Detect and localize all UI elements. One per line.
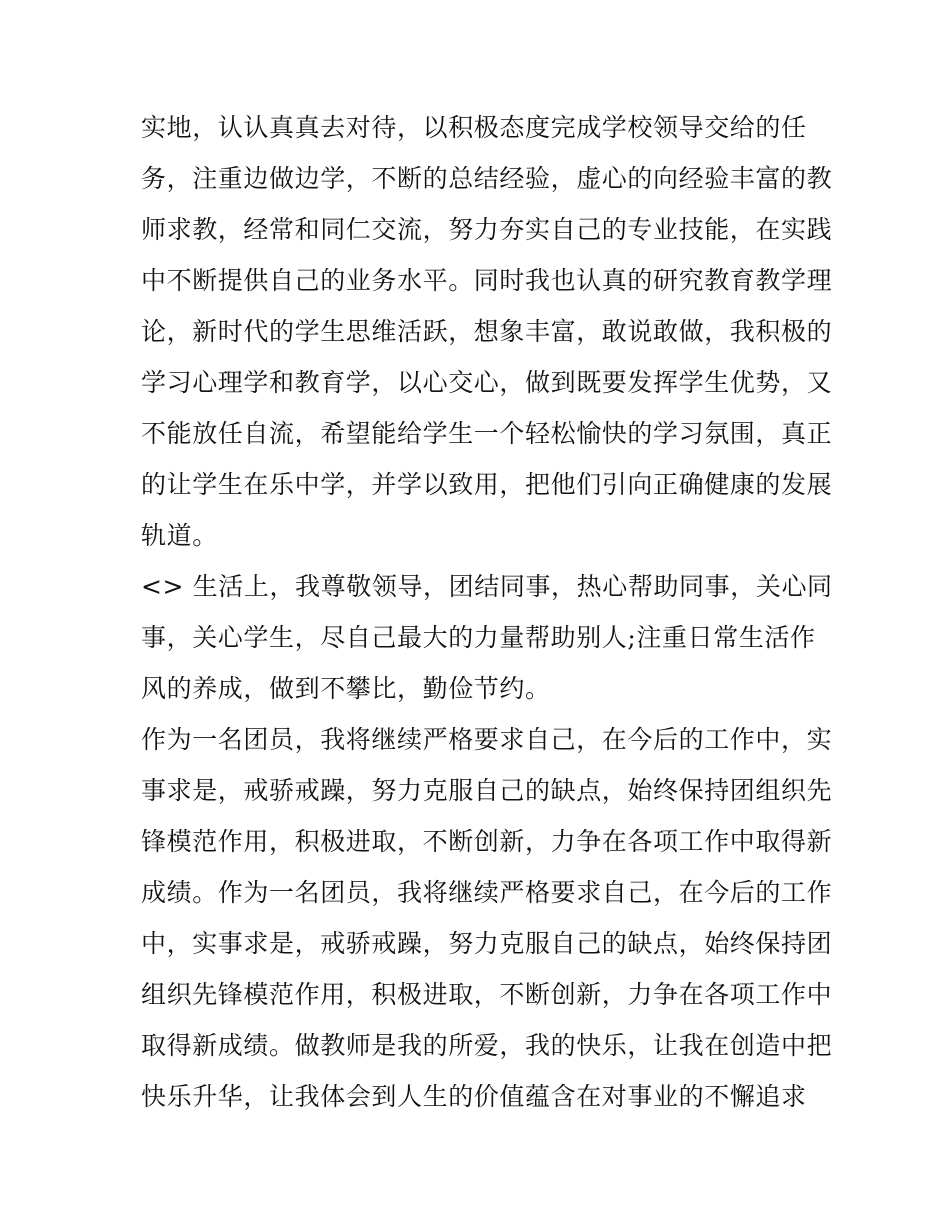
- text-line: 快乐升华，让我体会到人生的价值蕴含在对事业的不懈追求: [141, 1082, 807, 1111]
- text-line: 实地，认认真真去对待，以积极态度完成学校领导交给的任: [141, 113, 807, 142]
- text-line: 事求是，戒骄戒躁，努力克服自己的缺点，始终保持团组织先: [141, 776, 833, 805]
- text-line: 取得新成绩。做教师是我的所爱，我的快乐，让我在创造中把: [141, 1031, 833, 1060]
- document-body: [141, 102, 833, 1122]
- text-line: 轨道。: [141, 521, 218, 550]
- text-line: 锋模范作用，积极进取，不断创新，力争在各项工作中取得新: [141, 827, 833, 856]
- text-line: 论，新时代的学生思维活跃，想象丰富，敢说敢做，我积极的: [141, 317, 833, 346]
- text-line: 风的养成，做到不攀比，勤俭节约。: [141, 674, 551, 703]
- text-line: 的让学生在乐中学，并学以致用，把他们引向正确健康的发展: [141, 470, 833, 499]
- text-line: 事，关心学生，尽自己最大的力量帮助别人;注重日常生活作: [141, 623, 816, 652]
- text-line: 师求教，经常和同仁交流，努力夯实自己的专业技能，在实践: [141, 215, 833, 244]
- text-line: 作为一名团员，我将继续严格要求自己，在今后的工作中，实: [141, 725, 833, 754]
- text-line: <> 生活上，我尊敬领导，团结同事，热心帮助同事，关心同: [141, 572, 833, 601]
- text-line: 务，注重边做边学，不断的总结经验，虚心的向经验丰富的教: [141, 164, 833, 193]
- text-line: 成绩。作为一名团员，我将继续严格要求自己，在今后的工作: [141, 878, 833, 907]
- text-line: 学习心理学和教育学，以心交心，做到既要发挥学生优势，又: [141, 368, 833, 397]
- text-line: 中不断提供自己的业务水平。同时我也认真的研究教育教学理: [141, 266, 833, 295]
- text-line: 不能放任自流，希望能给学生一个轻松愉快的学习氛围，真正: [141, 419, 833, 448]
- text-line: 中，实事求是，戒骄戒躁，努力克服自己的缺点，始终保持团: [141, 929, 833, 958]
- text-line: 组织先锋模范作用，积极进取，不断创新，力争在各项工作中: [141, 980, 833, 1009]
